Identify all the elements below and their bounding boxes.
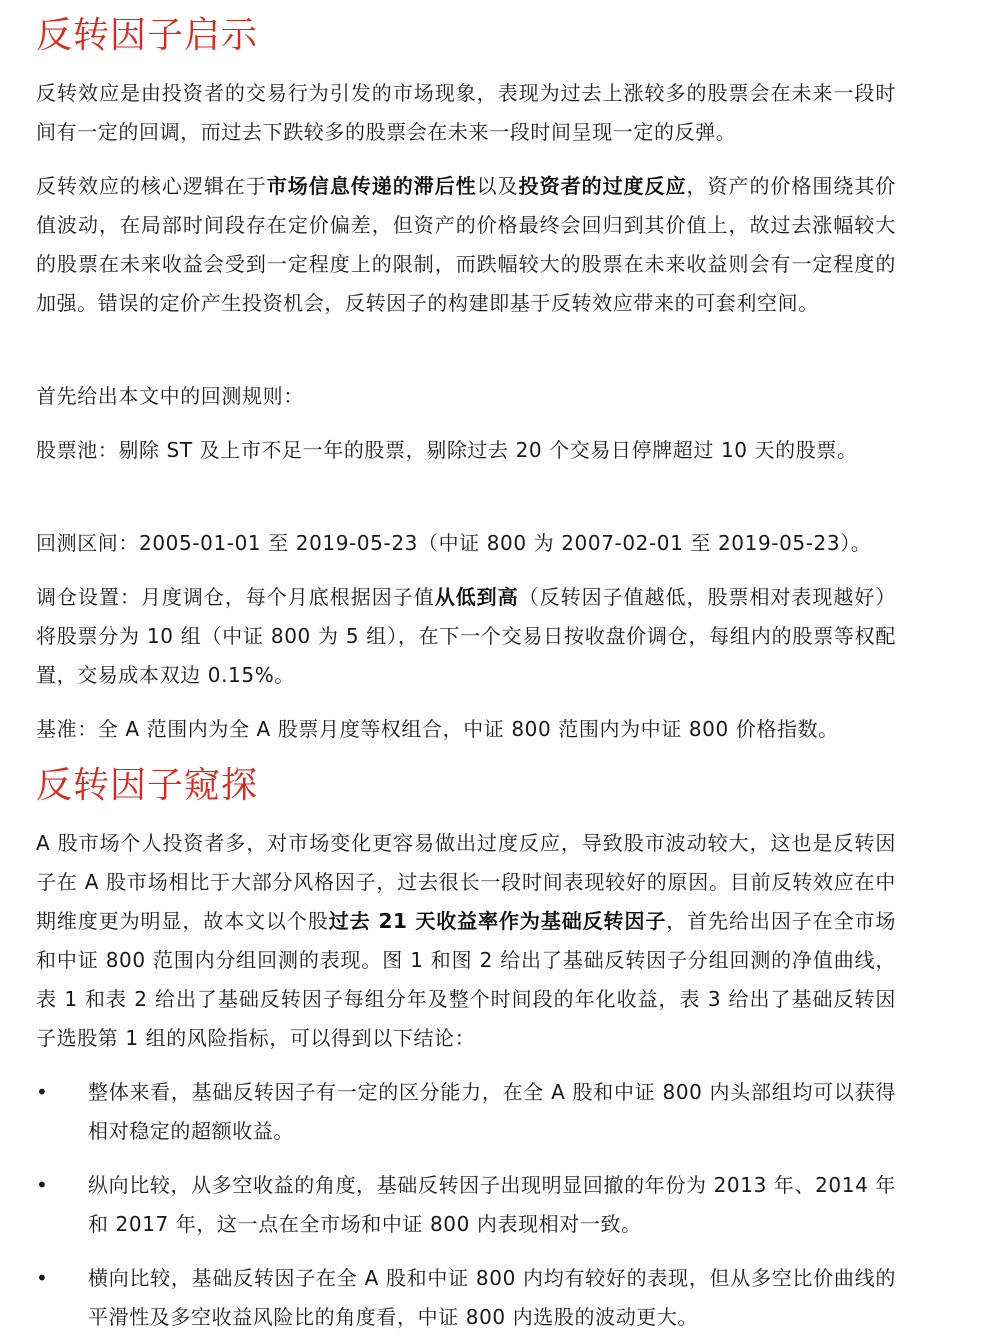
core-logic-post: ，资产的价格围绕其价值波动，在局部时间段存在定价偏差，但资产的价格最终会回归到其价值上，故过去涨幅较大的股票在未来收益会受到一定程度上的限制，而跌幅较大的股票在未来收益则会有一定程度的加强。错误的定价产生投资机会，反转因子的构建即基于反转效应带来的可套利空间。 — [36, 174, 896, 315]
paragraph-core-logic — [36, 167, 896, 323]
paragraph-benchmark: 基准：全 A 范围内为全 A 股票月度等权组合，中证 800 范围内为中证 800 价格指数。 — [36, 717, 839, 741]
bullet-text: 整体来看，基础反转因子有一定的区分能力，在全 A 股和中证 800 内头部组均可以获得相对稳定的超额收益。 — [88, 1080, 896, 1143]
rebalance-pre: 调仓设置：月度调仓，每个月底根据因子值 — [36, 585, 435, 609]
bullet-text: 纵向比较，从多空收益的角度，基础反转因子出现明显回撤的年份为 2013 年、2014 年和 2017 年，这一点在全市场和中证 800 内表现相对一致。 — [88, 1173, 896, 1236]
core-logic-mid: 以及 — [476, 174, 519, 198]
paragraph-stock-pool: 股票池：剔除 ST 及上市不足一年的股票，剔除过去 20 个交易日停牌超过 10 天的股票。 — [36, 438, 858, 462]
paragraph-rebalance-settings — [36, 578, 896, 695]
section-title-reversal-insight: 反转因子启示 — [36, 15, 259, 56]
section-title-reversal-explore: 反转因子窥探 — [36, 765, 259, 806]
paragraph-backtest-period: 回测区间：2005-01-01 至 2019-05-23（中证 800 为 2007-02-01 至 2019-05-23）。 — [36, 531, 872, 555]
core-logic-bold-lag: 市场信息传递的滞后性 — [266, 174, 477, 198]
bullet-icon: • — [36, 1080, 49, 1104]
paragraph-reversal-definition: 反转效应是由投资者的交易行为引发的市场现象，表现为过去上涨较多的股票会在未来一段时间有一定的回调，而过去下跌较多的股票会在未来一段时间呈现一定的反弹。 — [36, 81, 896, 144]
list-item — [36, 1259, 896, 1337]
bullet-text: 横向比较，基础反转因子在全 A 股和中证 800 内均有较好的表现，但从多空比价曲线的平滑性及多空收益风险比的角度看，中证 800 内选股的波动更大。 — [88, 1266, 896, 1329]
bullet-icon: • — [36, 1266, 49, 1290]
rebalance-bold: 从低到高 — [434, 585, 519, 609]
paragraph-a-share-market — [36, 824, 896, 1058]
bullet-icon: • — [36, 1173, 49, 1197]
core-logic-bold-overreaction: 投资者的过度反应 — [518, 174, 687, 198]
market-post: ，首先给出因子在全市场和中证 800 范围内分组回测的表现。图 1 和图 2 给出了基础反转因子分组回测的净值曲线，表 1 和表 2 给出了基础反转因子每组分年及整个时间段的年化收益，表 3 给出了基础反转因子选股第 1 组的风险指标，可以得到以下结论： — [36, 909, 896, 1050]
list-item — [36, 1166, 896, 1244]
market-pre: A 股市场个人投资者多，对市场变化更容易做出过度反应，导致股市波动较大，这也是反转因子在 A 股市场相比于大部分风格因子，过去很长一段时间表现较好的原因。目前反转效应在中期维度更为明显，故本文以个股 — [36, 831, 896, 933]
core-logic-pre: 反转效应的核心逻辑在于 — [36, 174, 267, 198]
list-item — [36, 1073, 896, 1151]
paragraph-backtest-intro: 首先给出本文中的回测规则： — [36, 384, 304, 408]
rebalance-post: （反转因子值越低，股票相对表现越好）将股票分为 10 组（中证 800 为 5 组），在下一个交易日按收盘价调仓，每组内的股票等权配置，交易成本双边 0.15%。 — [36, 585, 896, 687]
market-bold-factor: 过去 21 天收益率作为基础反转因子 — [328, 909, 667, 933]
